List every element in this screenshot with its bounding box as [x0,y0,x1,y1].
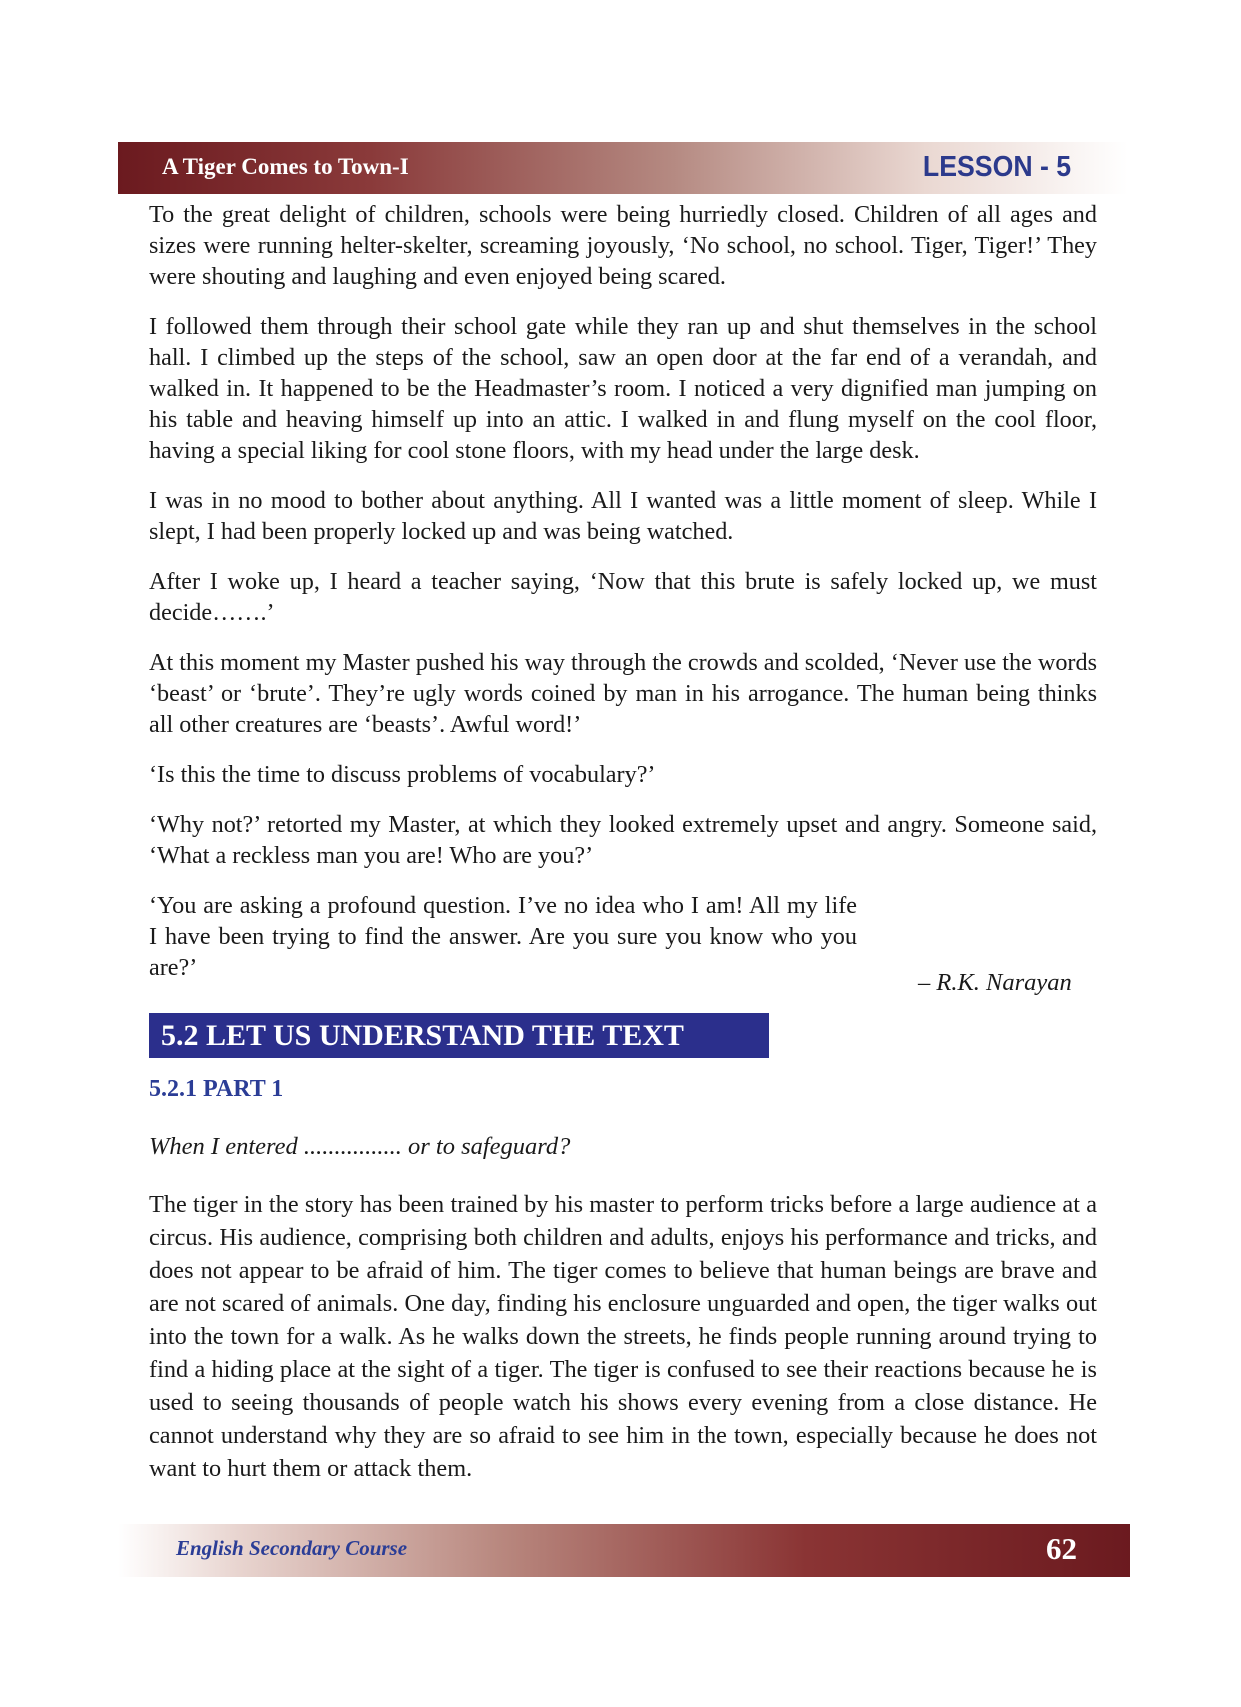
story-paragraph: To the great delight of children, schools were being hurriedly closed. Children of all ages and sizes were running helter-skelter, screaming joyously, ‘No school, no school. Tiger, Tiger!’ They were shouting and laughing and even enjoyed being scared. [149,201,1097,290]
story-paragraph: I was in no mood to bother about anything. All I wanted was a little moment of sleep. While I slept, I had been properly locked up and was being watched. [149,487,1097,545]
section-heading: 5.2 LET US UNDERSTAND THE TEXT [149,1013,769,1058]
story-paragraph: ‘You are asking a profound question. I’ve no idea who I am! All my life I have been trying to find the answer. Are you sure you know who you are?’ [149,892,857,981]
story-paragraph: I followed them through their school gate while they ran up and shut themselves in the school hall. I climbed up the steps of the school, saw an open door at the far end of a verandah, and walked in. It happened to be the Headmaster’s room. I noticed a very dignified man jumping on his table and heaving himself up into an attic. I walked in and flung myself on the cool floor, having a special liking for cool stone floors, with my head under the large desk. [149,313,1097,464]
course-name: English Secondary Course [176,1536,408,1560]
summary-paragraph: The tiger in the story has been trained by his master to perform tricks before a large audience at a circus. His audience, comprising both children and adults, enjoys his performance and tricks, and does not appear to be afraid of him. The tiger comes to believe that human beings are brave and are not scared of animals. One day, finding his enclosure unguarded and open, the tiger walks out into the town for a walk. As he walks down the streets, he finds people running around trying to find a hiding place at the sight of a tiger. The tiger is confused to see their reactions because he is used to seeing thousands of people watch his shows every evening from a close distance. He cannot understand why they are so afraid to see him in the town, especially because he does not want to hurt them or attack them. [149,1191,1097,1482]
subsection-heading: 5.2.1 PART 1 [149,1076,284,1102]
story-paragraph: ‘Is this the time to discuss problems of vocabulary?’ [149,761,656,788]
story-paragraph: After I woke up, I heard a teacher saying, ‘Now that this brute is safely locked up, we must decide…….’ [149,568,1097,626]
chapter-title: A Tiger Comes to Town-I [162,154,409,179]
lesson-label: LESSON - 5 [922,151,1071,183]
author-credit: – R.K. Narayan [918,969,1072,996]
story-text [149,199,1097,983]
story-paragraph: ‘Why not?’ retorted my Master, at which they looked extremely upset and angry. Someone said, ‘What a reckless man you are! Who are you?’ [149,811,1097,869]
story-paragraph: At this moment my Master pushed his way through the crowds and scolded, ‘Never use the words ‘beast’ or ‘brute’. They’re ugly words coined by man in his arrogance. The human being thinks all other creatures are ‘beasts’. Awful word!’ [149,649,1097,738]
page-number: 62 [1046,1531,1077,1566]
excerpt-range: When I entered ................ or to safeguard? [149,1133,571,1160]
